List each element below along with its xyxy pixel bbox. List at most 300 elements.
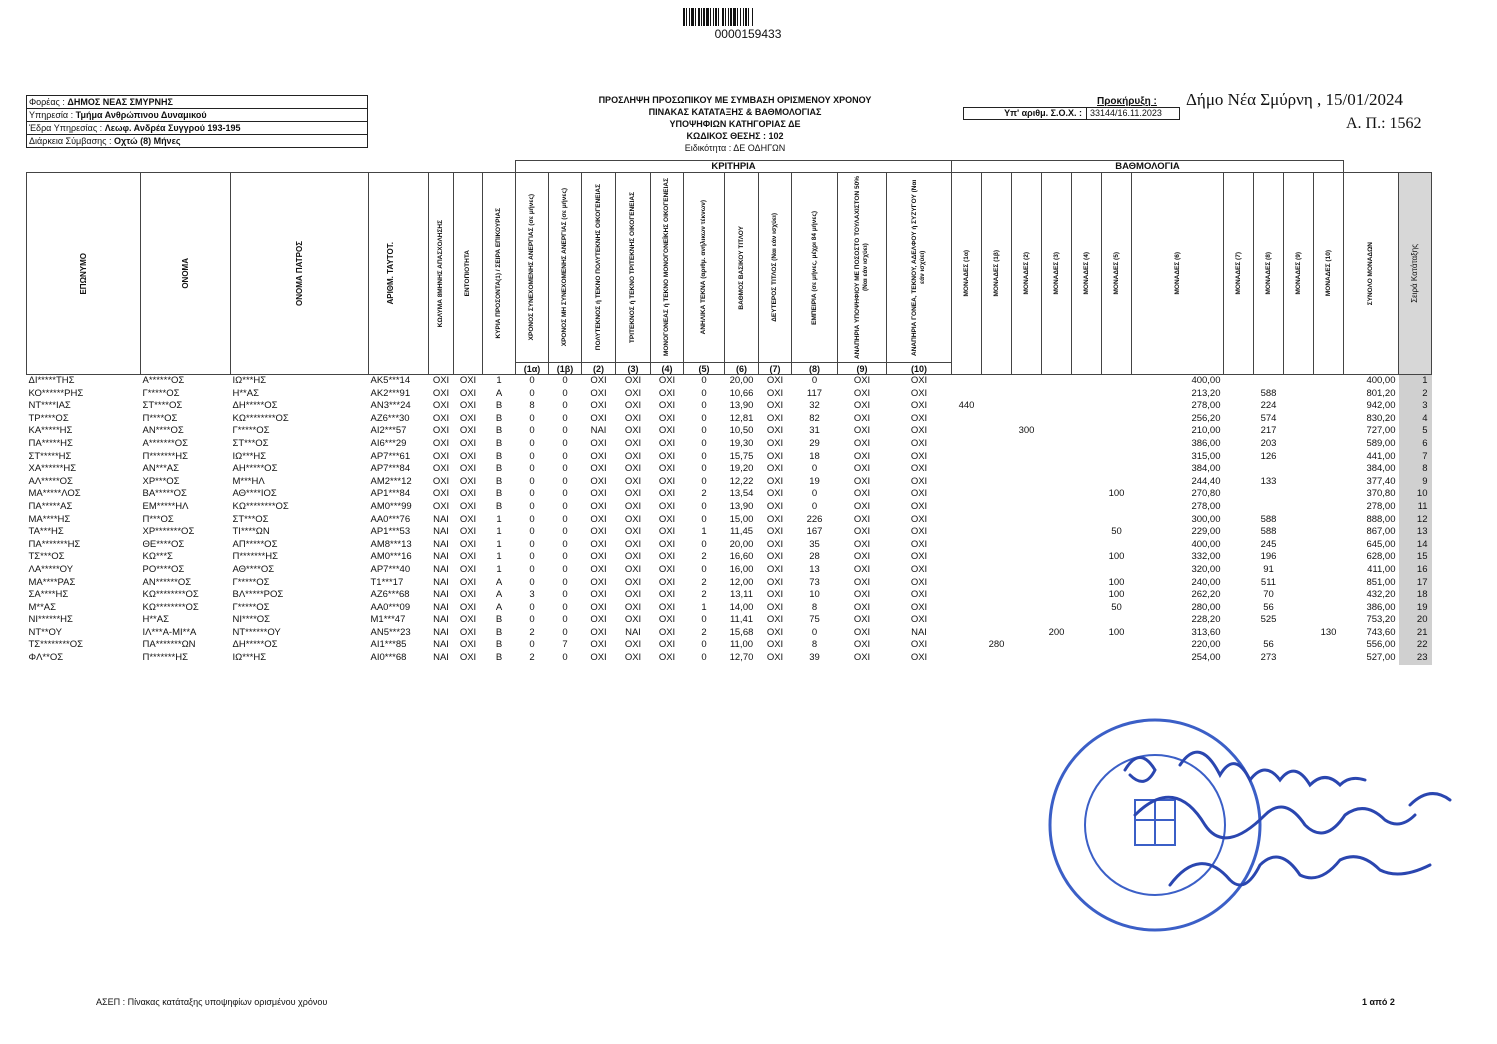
table-cell: 14,00 — [729, 601, 754, 613]
table-cell — [1012, 551, 1042, 564]
table-cell — [1102, 400, 1132, 413]
table-cell: ΤΑ***ΗΣ — [28, 526, 64, 538]
table-cell: ΣΤ***ΟΣ — [232, 513, 269, 525]
table-cell: 32 — [809, 400, 820, 412]
table-cell: ΟΧΙ — [658, 500, 676, 512]
table-cell: 0 — [811, 375, 818, 386]
table-cell: ΟΧΙ — [624, 526, 642, 538]
place-date: Δήμο Νέα Σμύρνη , 15/01/2024 — [1186, 90, 1403, 109]
table-cell: 19,20 — [729, 463, 754, 475]
table-cell — [1224, 589, 1254, 602]
table-cell: 278,00 — [1191, 500, 1221, 512]
table-cell: ΠΑ*****ΗΣ — [28, 437, 73, 449]
table-cell: 12,22 — [729, 475, 754, 487]
table-cell: 0 — [562, 450, 568, 462]
table-cell: 628,00 — [1366, 551, 1396, 563]
table-cell: 556,00 — [1366, 639, 1396, 651]
table-cell: 229,00 — [1191, 526, 1221, 538]
table-row — [27, 551, 1432, 564]
table-cell: ΟΧΙ — [853, 500, 871, 512]
table-cell: 16,00 — [729, 563, 754, 575]
table-cell: ΟΧΙ — [590, 526, 607, 538]
table-cell: 0 — [529, 513, 535, 525]
table-cell — [1012, 413, 1042, 426]
table-row — [27, 501, 1432, 514]
table-cell: 21 — [1399, 627, 1432, 640]
table-cell: 645,00 — [1366, 538, 1396, 550]
table-cell: ΟΧΙ — [590, 589, 607, 601]
table-cell: ΑΖ6***30 — [370, 412, 410, 424]
table-cell: ΑΖ6***68 — [370, 589, 410, 601]
table-cell: ΑΡ7***84 — [370, 463, 411, 475]
table-cell: 0 — [701, 538, 707, 550]
table-cell: Α — [495, 387, 503, 399]
table-cell: 0 — [562, 526, 568, 538]
table-cell: ΟΧΙ — [766, 551, 784, 563]
table-cell: Π*******ΗΣ — [142, 450, 188, 462]
table-cell — [1284, 413, 1314, 426]
table-cell: 332,00 — [1191, 551, 1221, 563]
table-cell — [952, 438, 982, 451]
table-cell — [1072, 501, 1102, 514]
table-row — [27, 400, 1432, 413]
table-cell: 75 — [809, 614, 820, 626]
table-cell: ΟΧΙ — [910, 437, 928, 449]
table-cell — [1314, 413, 1344, 426]
table-cell — [1102, 614, 1132, 627]
table-cell: ΟΧΙ — [590, 375, 607, 386]
diarkeia-label: Διάρκεια Σύμβασης : — [29, 136, 112, 146]
table-cell — [1012, 652, 1042, 665]
table-cell — [1314, 564, 1344, 577]
table-cell — [1224, 438, 1254, 451]
table-cell: 942,00 — [1366, 400, 1396, 412]
table-cell: ΝΑΙ — [433, 652, 449, 664]
table-cell: ΟΧΙ — [624, 589, 642, 601]
table-cell — [1284, 425, 1314, 438]
table-cell: ΟΧΙ — [459, 551, 477, 563]
signature-icon — [1125, 752, 1450, 885]
table-cell: ΟΧΙ — [766, 412, 784, 424]
table-cell — [1042, 488, 1072, 501]
table-cell — [952, 514, 982, 527]
table-cell: Β — [495, 475, 503, 487]
table-cell — [1284, 514, 1314, 527]
table-cell: 7 — [562, 639, 568, 651]
table-cell — [1042, 463, 1072, 476]
table-cell: ΟΧΙ — [459, 639, 477, 651]
table-cell — [1012, 639, 1042, 652]
table-cell: 16,60 — [729, 551, 754, 563]
table-row — [27, 564, 1432, 577]
table-cell — [1284, 639, 1314, 652]
table-cell: ΝΑΙ — [433, 526, 449, 538]
table-cell — [1284, 438, 1314, 451]
table-cell: 0 — [701, 563, 707, 575]
table-cell: ΟΧΙ — [658, 551, 676, 563]
table-cell: 14 — [1399, 539, 1432, 552]
table-cell: Α — [495, 601, 503, 613]
title-line-2: ΠΙΝΑΚΑΣ ΚΑΤΑΤΑΞΗΣ & ΒΑΘΜΟΛΟΓΙΑΣ — [648, 107, 822, 117]
prokirixi-label: Προκήρυξη : — [1097, 96, 1157, 107]
table-cell: ΚΩ********ΟΣ — [232, 500, 289, 512]
table-cell — [952, 488, 982, 501]
table-body — [27, 375, 1432, 665]
table-cell: ΟΧΙ — [853, 400, 871, 412]
table-cell: ΔΗ*****ΟΣ — [232, 639, 278, 651]
table-cell — [1072, 577, 1102, 590]
table-cell: 867,00 — [1366, 526, 1396, 538]
table-cell — [1012, 602, 1042, 615]
table-cell: 0 — [562, 488, 568, 500]
table-cell: ΟΧΙ — [853, 488, 871, 500]
table-cell: ΡΟ****ΟΣ — [142, 563, 185, 575]
table-cell: 0 — [529, 614, 535, 626]
table-cell — [982, 627, 1012, 640]
table-cell: 11,41 — [729, 614, 754, 626]
table-cell: 117 — [806, 387, 823, 399]
foreas-label: Φορέας : — [29, 97, 65, 107]
table-cell: ΤΡ****ΟΣ — [28, 412, 69, 424]
table-cell — [1284, 627, 1314, 640]
table-cell — [1224, 413, 1254, 426]
table-cell: ΑΗ*****ΟΣ — [232, 463, 278, 475]
table-cell: 39 — [809, 652, 820, 664]
table-cell: ΣΤ****ΟΣ — [142, 400, 183, 412]
table-cell: 1 — [496, 513, 502, 525]
table-cell: 0 — [562, 400, 568, 412]
table-cell — [1224, 476, 1254, 489]
table-cell: ΟΧΙ — [624, 450, 642, 462]
n1b: (1β) — [549, 363, 582, 375]
table-cell: ΟΧΙ — [432, 375, 450, 386]
table-cell: 82 — [809, 412, 820, 424]
table-cell: ΟΧΙ — [590, 400, 607, 412]
table-cell — [1042, 514, 1072, 527]
table-cell: ΟΧΙ — [459, 526, 477, 538]
table-cell: 0 — [701, 437, 707, 449]
table-cell: ΟΧΙ — [624, 576, 642, 588]
table-cell: 0 — [701, 500, 707, 512]
table-cell — [1042, 501, 1072, 514]
m1a-header: ΜΟΝΑΔΕΣ (1α) — [952, 173, 982, 375]
table-cell: 50 — [1111, 601, 1122, 613]
table-cell: 56 — [1263, 639, 1274, 651]
table-cell: ΕΜ*****ΗΛ — [142, 500, 189, 512]
table-cell — [1314, 375, 1344, 388]
table-cell: ΟΧΙ — [624, 639, 642, 651]
table-cell — [1284, 463, 1314, 476]
table-cell — [1224, 551, 1254, 564]
table-cell — [1072, 451, 1102, 464]
table-cell: 411,00 — [1367, 563, 1396, 575]
table-cell: 0 — [529, 412, 535, 424]
table-cell: ΟΧΙ — [624, 475, 642, 487]
table-cell: 0 — [562, 375, 568, 386]
table-cell: ΟΧΙ — [766, 652, 784, 664]
entopiotita-header: ΕΝΤΟΠΙΟΤΗΤΑ — [454, 173, 483, 375]
table-cell: ΟΧΙ — [766, 576, 784, 588]
table-cell: 17 — [1399, 577, 1432, 590]
table-cell: 1 — [1399, 375, 1432, 388]
eponymo-header: ΕΠΩΝΥΜΟ — [27, 173, 141, 375]
table-cell: ΟΧΙ — [853, 437, 871, 449]
table-cell: ΟΧΙ — [624, 500, 642, 512]
table-row — [27, 602, 1432, 615]
table-cell: 0 — [701, 513, 707, 525]
table-cell: 0 — [529, 500, 535, 512]
table-cell — [1042, 476, 1072, 489]
table-cell: 1 — [496, 563, 502, 575]
table-cell: ΟΧΙ — [658, 400, 676, 412]
table-cell — [982, 388, 1012, 401]
table-cell: 0 — [701, 450, 707, 462]
table-cell: 1 — [496, 526, 502, 538]
table-cell: Α******ΟΣ — [142, 375, 185, 386]
table-cell: ΤΙ****ΩΝ — [232, 526, 270, 538]
table-cell — [1042, 451, 1072, 464]
table-cell: ΝΑΙ — [433, 614, 449, 626]
table-cell: ΣΤ*****ΗΣ — [28, 450, 72, 462]
table-cell: ΔΗ*****ΟΣ — [232, 400, 278, 412]
table-cell: 210,00 — [1191, 425, 1221, 437]
table-cell: ΟΧΙ — [853, 551, 871, 563]
table-cell: 0 — [562, 601, 568, 613]
table-cell: ΟΧΙ — [766, 639, 784, 651]
table-cell: Α*******ΟΣ — [142, 437, 188, 449]
table-cell: ΟΧΙ — [658, 475, 676, 487]
table-cell — [1224, 514, 1254, 527]
table-cell: ΟΧΙ — [459, 412, 477, 424]
table-cell: 0 — [529, 601, 535, 613]
table-cell: 588 — [1260, 513, 1277, 525]
table-cell: ΝΑΙ — [433, 589, 449, 601]
table-cell — [952, 539, 982, 552]
table-cell: ΟΧΙ — [766, 375, 784, 386]
table-cell: ΟΧΙ — [658, 589, 676, 601]
table-cell — [1042, 577, 1072, 590]
protocol-number: Α. Π.: 1562 — [1346, 115, 1422, 132]
table-cell: ΒΑ*****ΟΣ — [142, 488, 187, 500]
table-cell: 273 — [1260, 652, 1277, 664]
table-cell: ΛΑ*****ΟΥ — [28, 563, 74, 575]
c5-header: ΑΝΗΛΙΚΑ ΤΕΚΝΑ (αριθμ. ανήλικων τέκνων) — [684, 173, 725, 363]
table-cell — [1284, 614, 1314, 627]
table-cell — [1072, 614, 1102, 627]
table-cell: ΟΧΙ — [766, 475, 784, 487]
table-cell — [1314, 438, 1344, 451]
table-cell — [952, 602, 982, 615]
m4-header: ΜΟΝΑΔΕΣ (4) — [1072, 173, 1102, 375]
table-cell: 7 — [1399, 451, 1432, 464]
stamp-signature — [1030, 715, 1480, 935]
table-cell: 12,81 — [729, 412, 754, 424]
table-cell — [1012, 438, 1042, 451]
table-cell: 56 — [1263, 601, 1274, 613]
n6: (6) — [725, 363, 759, 375]
table-cell: 2 — [529, 652, 535, 664]
table-cell: 203 — [1260, 437, 1277, 449]
table-cell — [1012, 564, 1042, 577]
table-cell: ΟΧΙ — [853, 526, 871, 538]
table-cell: ΑΚ2***91 — [370, 387, 411, 399]
table-cell: 0 — [529, 639, 535, 651]
table-cell: Π***ΟΣ — [142, 513, 174, 525]
table-cell: ΑΘ****ΟΣ — [232, 563, 275, 575]
table-cell: 0 — [562, 513, 568, 525]
table-cell: ΟΧΙ — [459, 375, 477, 386]
table-cell: 19,30 — [729, 437, 754, 449]
table-cell: 226 — [806, 513, 823, 525]
table-cell: 589,00 — [1366, 437, 1396, 449]
table-cell: ΟΧΙ — [432, 450, 450, 462]
m6-header: ΜΟΝΑΔΕΣ (6) — [1132, 173, 1224, 375]
title-line-3: ΥΠΟΨΗΦΙΩΝ ΚΑΤΗΓΟΡΙΑΣ ΔΕ — [669, 119, 801, 129]
c10-header: ΑΝΑΠΗΡΙΑ ΓΟΝΕΑ, ΤΕΚΝΟΥ, ΑΔΕΛΦΟΥ ή ΣΥΖΥΓΟΥ (Ναι εάν ισχύει) — [887, 173, 952, 363]
table-cell: ΟΧΙ — [590, 639, 607, 651]
table-cell: 19 — [1399, 602, 1432, 615]
table-cell: Β — [495, 614, 503, 626]
table-cell: ΟΧΙ — [590, 500, 607, 512]
table-cell: ΟΧΙ — [624, 425, 642, 437]
table-cell: 753,20 — [1366, 614, 1396, 626]
table-cell — [1072, 539, 1102, 552]
table-cell: ΑΡ1***53 — [370, 526, 411, 538]
table-cell: ΟΧΙ — [910, 551, 928, 563]
table-cell — [1224, 463, 1254, 476]
table-cell: 245 — [1260, 538, 1277, 550]
table-cell: ΙΩ***ΗΣ — [232, 652, 267, 664]
barcode — [683, 8, 813, 26]
table-cell: ΟΧΙ — [590, 626, 607, 638]
edra-value: Λεωφ. Ανδρέα Συγγρού 193-195 — [104, 123, 241, 133]
table-cell — [1102, 438, 1132, 451]
table-cell: 370,80 — [1366, 488, 1396, 500]
synolo-header: ΣΥΝΟΛΟ ΜΟΝΑΔΩΝ — [1344, 173, 1399, 375]
c9-header: ΑΝΑΠΗΡΙΑ ΥΠΟΨΗΦΙΟΥ ΜΕ ΠΟΣΟΣΤΟ ΤΟΥΛΑΧΙΣΤΟΝ 50% (Ναι εάν ισχύει) — [838, 173, 887, 363]
table-cell: 1 — [496, 538, 502, 550]
table-cell — [982, 488, 1012, 501]
kyria-header: ΚΥΡΙΑ ΠΡΟΣΟΝΤΑ(1) / ΣΕΙΡΑ ΕΠΙΚΟΥΡΙΑΣ — [483, 173, 516, 375]
table-cell — [1224, 425, 1254, 438]
title-line-1: ΠΡΟΣΛΗΨΗ ΠΡΟΣΩΠΙΚΟΥ ΜΕ ΣΥΜΒΑΣΗ ΟΡΙΣΜΕΝΟΥ ΧΡΟΝΟΥ — [598, 95, 872, 105]
table-cell: ΝΑΙ — [625, 626, 641, 638]
onoma-header: ΟΝΟΜΑ — [141, 173, 231, 375]
table-cell: Β — [495, 463, 503, 475]
table-cell — [1314, 488, 1344, 501]
table-cell: 2 — [701, 576, 707, 588]
table-cell — [982, 451, 1012, 464]
table-cell: ΟΧΙ — [910, 614, 928, 626]
table-cell — [1012, 514, 1042, 527]
table-cell — [1072, 564, 1102, 577]
table-cell: 0 — [529, 425, 535, 437]
table-cell: ΑΡ7***61 — [370, 450, 411, 462]
table-cell: ΟΧΙ — [459, 475, 477, 487]
table-cell: ΝΑΙ — [433, 601, 449, 613]
table-cell: 19 — [809, 475, 820, 487]
info-box — [26, 95, 368, 148]
table-cell — [1072, 388, 1102, 401]
table-cell — [952, 577, 982, 590]
table-cell — [1012, 488, 1042, 501]
table-cell: Μ***ΗΛ — [232, 475, 265, 487]
table-cell: ΟΧΙ — [459, 626, 477, 638]
table-cell: ΤΣ********ΟΣ — [28, 639, 84, 651]
table-cell: 167 — [806, 526, 823, 538]
table-cell: 0 — [701, 375, 707, 386]
table-cell: 2 — [701, 488, 707, 500]
table-cell: ΟΧΙ — [910, 576, 928, 588]
table-cell — [982, 375, 1012, 388]
table-cell: 0 — [562, 551, 568, 563]
table-cell — [1284, 451, 1314, 464]
table-cell — [1224, 564, 1254, 577]
table-cell: ΟΧΙ — [624, 601, 642, 613]
table-cell — [1072, 639, 1102, 652]
table-cell: ΟΧΙ — [624, 513, 642, 525]
table-cell — [982, 413, 1012, 426]
table-cell: ΑΙ6***29 — [370, 437, 407, 449]
table-cell: 0 — [562, 626, 568, 638]
table-cell — [982, 438, 1012, 451]
table-cell — [1072, 627, 1102, 640]
table-cell — [1224, 488, 1254, 501]
table-cell: 2 — [529, 626, 535, 638]
table-cell: 511 — [1260, 576, 1277, 588]
table-cell — [1224, 400, 1254, 413]
table-cell — [952, 564, 982, 577]
table-cell: ΟΧΙ — [658, 513, 676, 525]
table-cell — [1102, 413, 1132, 426]
table-cell: Γ*****ΟΣ — [232, 425, 270, 437]
table-cell: 830,20 — [1366, 412, 1396, 424]
table-cell: ΟΧΙ — [766, 563, 784, 575]
table-cell: 256,20 — [1191, 412, 1221, 424]
table-cell: 0 — [529, 437, 535, 449]
table-cell — [1072, 463, 1102, 476]
table-cell: ΟΧΙ — [432, 412, 450, 424]
table-cell: 13,90 — [729, 400, 754, 412]
table-cell — [1012, 476, 1042, 489]
foreas-value: ΔΗΜΟΣ ΝΕΑΣ ΣΜΥΡΝΗΣ — [67, 97, 173, 107]
table-cell: ΟΧΙ — [910, 375, 928, 386]
table-cell: 20,00 — [729, 375, 754, 386]
table-cell: ΟΧΙ — [910, 601, 928, 613]
table-cell: 91 — [1263, 563, 1274, 575]
table-cell — [982, 400, 1012, 413]
table-cell: 217 — [1260, 425, 1277, 437]
table-cell: ΟΧΙ — [853, 576, 871, 588]
barcode-number: 0000159433 — [714, 27, 782, 41]
table-cell: ΟΧΙ — [766, 387, 784, 399]
table-cell: ΧΑ******ΗΣ — [28, 463, 77, 475]
table-cell: 0 — [562, 614, 568, 626]
table-cell: ΔΙ*****ΤΗΣ — [28, 375, 75, 386]
ypiresia-value: Τμήμα Ανθρώπινου Δυναμικού — [75, 110, 207, 120]
table-cell: Β — [495, 437, 503, 449]
table-cell — [952, 639, 982, 652]
table-cell: 0 — [701, 652, 707, 664]
table-cell — [1072, 476, 1102, 489]
table-cell — [982, 476, 1012, 489]
table-cell — [1314, 539, 1344, 552]
table-cell: ΟΧΙ — [432, 400, 450, 412]
table-cell: 400,00 — [1191, 375, 1221, 386]
table-cell — [1254, 488, 1284, 501]
table-cell — [952, 501, 982, 514]
table-cell: 11 — [1399, 501, 1432, 514]
